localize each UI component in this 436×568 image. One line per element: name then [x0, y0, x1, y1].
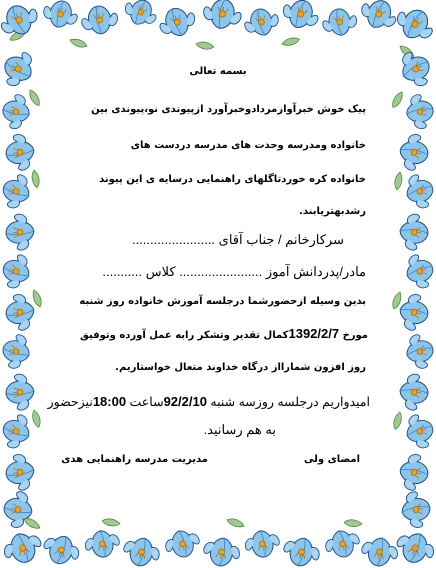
salutation-label: سرکارخانم / جناب آقای [218, 232, 344, 247]
session-time: 18:00 [92, 394, 127, 409]
paragraph-2-line-3: روز افزون شمارااز درگاه خداوند متعال خواستاریم. [115, 362, 366, 373]
paragraph-2-line-2 [80, 326, 368, 341]
next-session-date: 92/2/10 [163, 394, 207, 409]
heading: بسمه تعالی [189, 66, 247, 77]
school-signature-label: مدیریت مدرسه راهنمایی هدی [61, 454, 208, 465]
parent-signature-label: امضای ولی [304, 454, 360, 465]
student-blank: ....................... [179, 264, 263, 279]
hope-text: امیدواریم درجلسه روزسه شنبه [206, 395, 370, 409]
student-class-line [102, 264, 366, 280]
paragraph-1-line-1: پیک خوش خبرآوازمردادوخبرآورد ازپیوندی نو،پیوندی بین [91, 104, 366, 115]
hour-label: ساعت [126, 395, 164, 409]
paragraph-1-line-4: رشدبهتریابند. [299, 206, 366, 217]
date-prefix: مورخ [339, 330, 368, 341]
class-blank: ........... [102, 264, 143, 279]
thanks-text: کمال تقدیر وتشکر رابه عمل آورده وتوفیق [79, 330, 289, 341]
paragraph-1-line-2: خانواده ومدرسه وحدت های مدرسه دردست های [130, 140, 366, 151]
class-label: کلاس [145, 264, 176, 279]
paragraph-2-line-1: بدین وسیله ازحضورشما درجلسه آموزش خانواده روز شنبه [79, 296, 366, 307]
salutation-line [132, 232, 344, 248]
paragraph-3-line-2: به هم رسانید. [203, 422, 276, 437]
session-date: 1392/2/7 [288, 326, 340, 341]
attend-text: نیزحضور [47, 395, 93, 409]
salutation-blank: ....................... [131, 232, 216, 247]
paragraph-3-line-1 [48, 394, 370, 409]
paragraph-1-line-3: خانواده کره خوردتاگلهای راهنمایی درسایه ی این پیوند [99, 174, 366, 185]
student-label: مادر/پدردانش آموز [265, 264, 366, 279]
